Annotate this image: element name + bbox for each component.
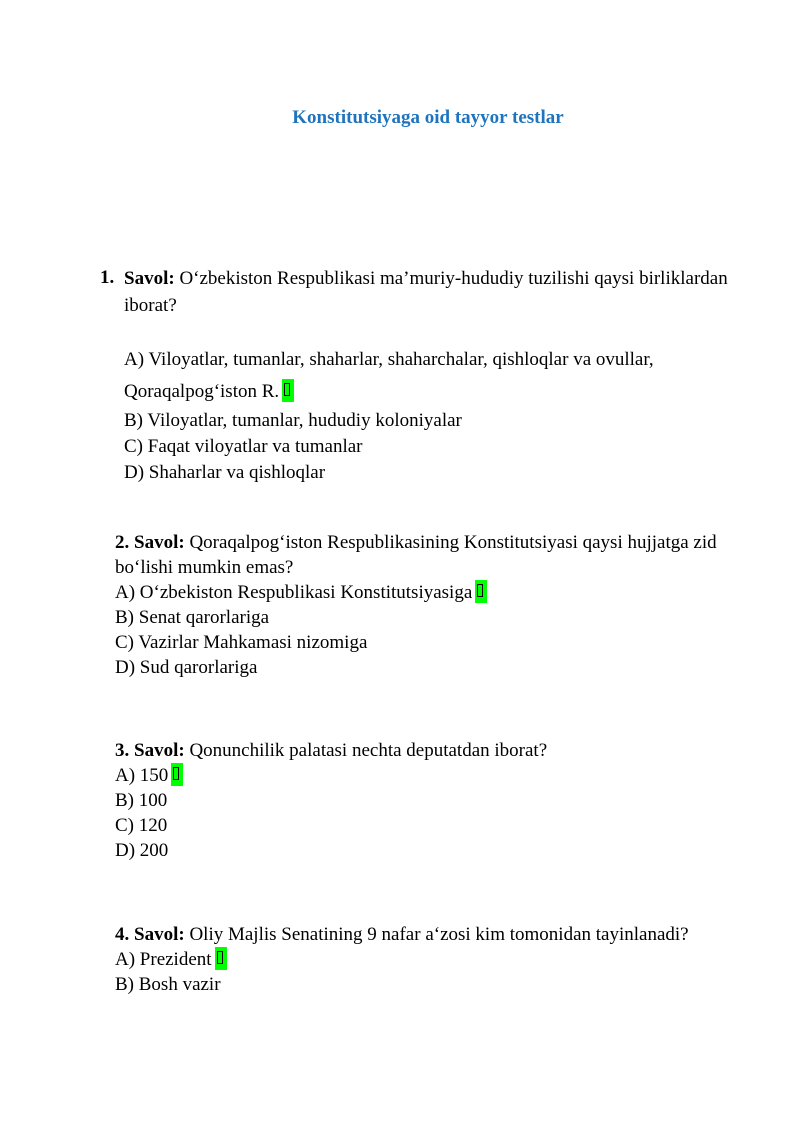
option-d: D) Sud qarorlariga [115,657,258,678]
question-text [124,265,760,319]
option-c: C) Faqat viloyatlar va tumanlar [124,436,363,457]
question-text [115,922,735,947]
question-2 [115,530,735,680]
question-prompt: Qoraqalpog‘iston Respublikasining Konstitutsiyasi qaysi hujjatga zid bo‘lishi mumkin emas? [115,532,717,578]
options-list [124,344,760,486]
page-title: Konstitutsiyaga oid tayyor testlar [292,107,564,128]
question-label: 3. Savol: [115,740,185,761]
option-text: A) O‘zbekiston Respublikasi Konstitutsiyasiga [115,582,473,603]
question-body [124,265,760,486]
question-label: 4. Savol: [115,924,185,945]
option-a [115,947,735,972]
question-text [115,738,735,763]
correct-check-icon [282,379,294,402]
option-text: A) 150 [115,765,169,786]
option-b: B) Bosh vazir [115,974,221,995]
correct-check-icon [475,580,487,603]
question-prompt: Qonunchilik palatasi nechta deputatdan iborat? [189,740,548,761]
option-a [124,344,760,408]
question-label: Savol: [124,268,175,289]
question-text [115,530,735,580]
option-d: D) Shaharlar va qishloqlar [124,462,326,483]
question-1 [100,265,760,486]
option-a [115,580,735,605]
option-c: C) Vazirlar Mahkamasi nizomiga [115,632,368,653]
option-a [115,763,735,788]
option-text: A) Prezident [115,949,212,970]
question-label: 2. Savol: [115,532,185,553]
correct-check-icon [215,947,227,970]
question-number: 1. [100,267,115,288]
option-text: A) Viloyatlar, tumanlar, shaharlar, shaharchalar, qishloqlar va ovullar, Qoraqalpog‘iston R. [124,349,654,402]
question-3 [115,738,735,863]
question-prompt: O‘zbekiston Respublikasi ma’muriy-hududiy tuzilishi qaysi birliklardan iborat? [124,268,728,316]
option-b: B) 100 [115,790,168,811]
option-c: C) 120 [115,815,168,836]
option-b: B) Viloyatlar, tumanlar, hududiy koloniyalar [124,410,462,431]
question-prompt: Oliy Majlis Senatining 9 nafar a‘zosi kim tomonidan tayinlanadi? [189,924,689,945]
question-4 [115,922,735,997]
option-b: B) Senat qarorlariga [115,607,270,628]
correct-check-icon [171,763,183,786]
option-d: D) 200 [115,840,169,861]
